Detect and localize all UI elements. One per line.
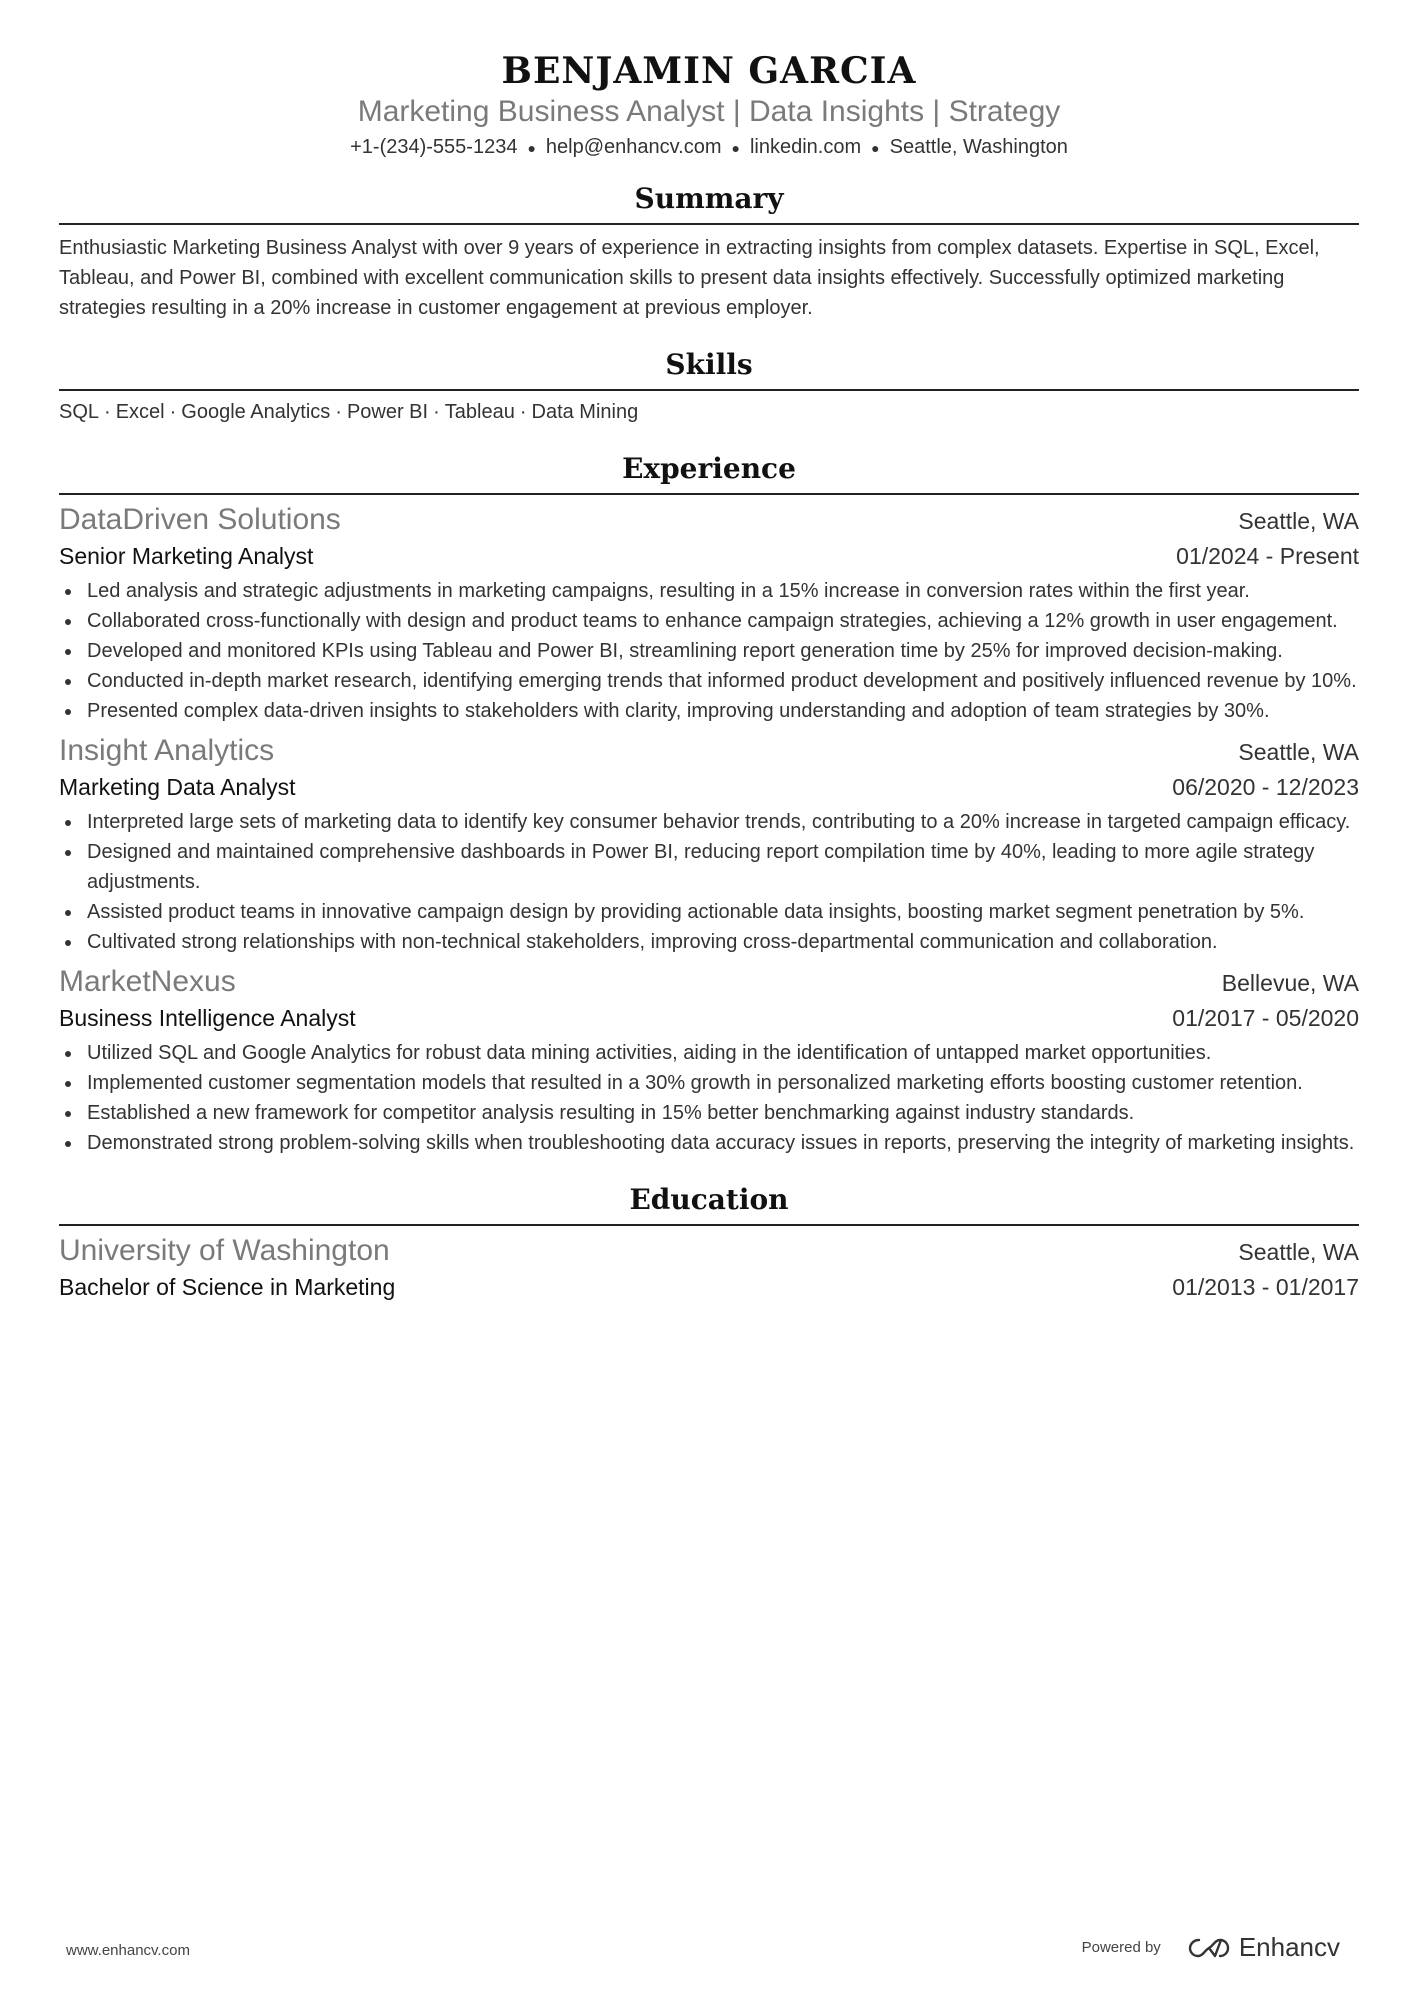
- bullet-item: Collaborated cross-functionally with design and product teams to enhance campaign strategies, achieving a 12% growth in user engagement.: [87, 606, 1359, 636]
- resume-page: [59, 0, 1359, 1303]
- section-title-skills: Skills: [59, 347, 1359, 391]
- summary-section: [59, 181, 1359, 323]
- job-entry: [59, 732, 1359, 957]
- job-location: Seattle, WA: [1238, 738, 1359, 765]
- job-entry: [59, 963, 1359, 1158]
- skill-separator: ·: [433, 400, 440, 423]
- bullet-separator-icon: ●: [871, 139, 880, 156]
- job-bullets: [59, 1038, 1359, 1158]
- skills-section: [59, 347, 1359, 427]
- bullet-separator-icon: ●: [731, 139, 740, 156]
- headline: Marketing Business Analyst | Data Insights | Strategy: [357, 95, 1061, 128]
- job-bullets: [59, 807, 1359, 957]
- bullet-item: Presented complex data-driven insights to stakeholders with clarity, improving understanding and adoption of team strategies by 30%.: [87, 696, 1359, 726]
- job-title: Marketing Data Analyst: [59, 773, 296, 800]
- skills-list: [59, 397, 1359, 427]
- bullet-item: Interpreted large sets of marketing data to identify key consumer behavior trends, contributing to a 20% increase in targeted campaign efficacy.: [87, 807, 1359, 837]
- job-dates: 01/2024 - Present: [1176, 542, 1359, 569]
- contact-line: [59, 132, 1359, 163]
- job-bullets: [59, 576, 1359, 726]
- job-location: Seattle, WA: [1238, 507, 1359, 534]
- skill-separator: ·: [335, 400, 342, 423]
- bullet-separator-icon: ●: [527, 139, 536, 156]
- powered-by-label: Powered by: [1081, 1939, 1161, 1956]
- school-name: University of Washington: [59, 1233, 390, 1267]
- section-title-education: Education: [59, 1182, 1359, 1226]
- skill-item: Data Mining: [531, 400, 639, 423]
- skill-separator: ·: [169, 400, 177, 423]
- enhancv-logo[interactable]: [1187, 1932, 1340, 1963]
- bullet-item: Led analysis and strategic adjustments in marketing campaigns, resulting in a 15% increase in conversion rates within the first year.: [87, 576, 1359, 606]
- job-dates: 01/2017 - 05/2020: [1172, 1004, 1359, 1031]
- skill-item: Tableau: [444, 400, 515, 423]
- bullet-item: Implemented customer segmentation models that resulted in a 30% growth in personalized marketing efforts boosting customer retention.: [87, 1068, 1359, 1098]
- degree: Bachelor of Science in Marketing: [59, 1273, 396, 1300]
- skill-item: SQL: [59, 400, 100, 423]
- bullet-item: Assisted product teams in innovative campaign design by providing actionable data insights, boosting market segment penetration by 5%.: [87, 897, 1359, 927]
- education-entry: [59, 1232, 1359, 1303]
- bullet-item: Conducted in-depth market research, identifying emerging trends that informed product development and positively influenced revenue by 10%.: [87, 666, 1359, 696]
- bullet-item: Established a new framework for competitor analysis resulting in 15% better benchmarking against industry standards.: [87, 1098, 1359, 1128]
- contact-location: Seattle, Washington: [889, 136, 1068, 158]
- contact-linkedin[interactable]: linkedin.com: [749, 136, 862, 158]
- skill-item: Power BI: [346, 400, 429, 423]
- job-entry: [59, 501, 1359, 726]
- resume-header: [59, 0, 1359, 163]
- job-title: Business Intelligence Analyst: [59, 1004, 356, 1031]
- bullet-item: Designed and maintained comprehensive dashboards in Power BI, reducing report compilation time by 40%, leading to more agile strategy adjustments.: [87, 837, 1359, 897]
- company-name: MarketNexus: [59, 964, 236, 998]
- summary-text: Enthusiastic Marketing Business Analyst with over 9 years of experience in extracting insights from complex datasets. Expertise in SQL, Excel, Tableau, and Power BI, combined with excellent communication skills to present data insights effectively. Successfully optimized marketing strategies resulting in a 20% increase in customer engagement at previous employer.: [59, 236, 1320, 319]
- job-dates: 06/2020 - 12/2023: [1172, 773, 1359, 800]
- footer-branding: [1082, 1932, 1340, 1963]
- contact-email[interactable]: help@enhancv.com: [545, 136, 722, 158]
- bullet-item: Cultivated strong relationships with non-technical stakeholders, improving cross-departmental communication and collaboration.: [87, 927, 1359, 957]
- bullet-item: Developed and monitored KPIs using Tableau and Power BI, streamlining report generation time by 25% for improved decision-making.: [87, 636, 1359, 666]
- job-title: Senior Marketing Analyst: [59, 542, 314, 569]
- skill-item: Excel: [115, 400, 165, 423]
- bullet-item: Demonstrated strong problem-solving skills when troubleshooting data accuracy issues in reports, preserving the integrity of marketing insights.: [87, 1128, 1359, 1158]
- footer-website[interactable]: www.enhancv.com: [66, 1942, 190, 1959]
- skill-item: Google Analytics: [181, 400, 331, 423]
- bullet-item: Utilized SQL and Google Analytics for robust data mining activities, aiding in the identification of untapped market opportunities.: [87, 1038, 1359, 1068]
- skill-separator: ·: [519, 400, 527, 423]
- brand-name: Enhancv: [1238, 1932, 1340, 1962]
- section-title-summary: Summary: [59, 181, 1359, 225]
- company-name: DataDriven Solutions: [59, 502, 341, 536]
- job-location: Bellevue, WA: [1221, 969, 1359, 996]
- company-name: Insight Analytics: [59, 733, 275, 767]
- contact-phone: +1-(234)-555-1234: [350, 136, 518, 158]
- enhancv-logo-icon: [1187, 1936, 1231, 1960]
- section-title-experience: Experience: [59, 451, 1359, 495]
- candidate-name: BENJAMIN GARCIA: [501, 50, 917, 92]
- school-location: Seattle, WA: [1238, 1238, 1359, 1265]
- education-dates: 01/2013 - 01/2017: [1172, 1273, 1359, 1300]
- education-section: [59, 1182, 1359, 1303]
- experience-section: [59, 451, 1359, 1158]
- skill-separator: ·: [104, 400, 111, 423]
